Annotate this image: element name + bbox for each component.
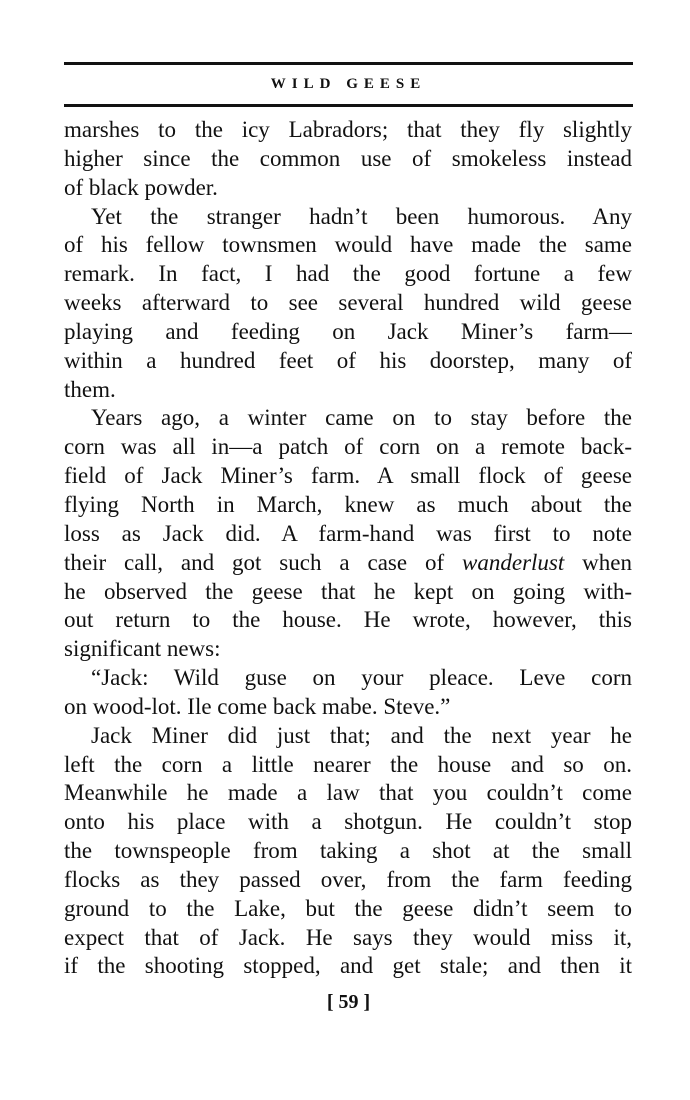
text-line: on wood-lot. Ile come back mabe. Steve.” — [64, 693, 451, 719]
text-line: weeks afterward to see several hundred wild geese — [64, 290, 632, 316]
text-line: left the corn a little nearer the house and so on. — [64, 751, 632, 777]
text-segment: when — [564, 549, 632, 575]
text-line: of black powder. — [64, 174, 218, 200]
header-rule-bottom — [64, 104, 633, 107]
text-line: field of Jack Miner’s farm. A small flock of geese — [64, 463, 632, 489]
text-line: Years ago, a winter came on to stay before the — [91, 405, 632, 431]
body-text — [64, 116, 632, 981]
text-line: Jack Miner did just that; and the next year he — [91, 722, 632, 748]
text-line: within a hundred feet of his doorstep, many of — [64, 347, 632, 373]
text-line: loss as Jack did. A farm-hand was first to note — [64, 520, 632, 546]
header-rule-top — [64, 62, 633, 65]
text-line: out return to the house. He wrote, however, this — [64, 607, 632, 633]
text-line: of his fellow townsmen would have made the same — [64, 232, 632, 258]
text-line: higher since the common use of smokeless instead — [64, 145, 632, 171]
italic-word: wanderlust — [462, 549, 565, 575]
text-line: marshes to the icy Labradors; that they fly slightly — [64, 117, 632, 142]
text-line: expect that of Jack. He says they would miss it, — [64, 924, 632, 950]
page-number: [ 59 ] — [326, 991, 371, 1013]
text-line: if the shooting stopped, and get stale; and then it — [64, 953, 632, 979]
text-line: ground to the Lake, but the geese didn’t seem to — [64, 895, 632, 921]
text-line: “Jack: Wild guse on your pleace. Leve corn — [91, 665, 632, 691]
text-line: significant news: — [64, 636, 221, 662]
text-line: the townspeople from taking a shot at the small — [64, 838, 632, 864]
text-line: flying North in March, knew as much about the — [64, 491, 632, 517]
text-line: remark. In fact, I had the good fortune a few — [64, 261, 632, 287]
text-line: he observed the geese that he kept on going with- — [64, 578, 632, 604]
text-line: Meanwhile he made a law that you couldn’t come — [64, 780, 632, 806]
text-line: corn was all in—a patch of corn on a remote back- — [64, 434, 632, 460]
text-line: onto his place with a shotgun. He couldn’t stop — [64, 809, 632, 835]
text-line: playing and feeding on Jack Miner’s farm— — [64, 318, 632, 344]
text-line: them. — [64, 376, 116, 402]
running-head: WILD GEESE — [270, 76, 427, 92]
text-line: Yet the stranger hadn’t been humorous. Any — [91, 203, 632, 229]
text-line — [64, 549, 632, 578]
text-line: flocks as they passed over, from the farm feeding — [64, 866, 632, 892]
text-segment: their call, and got such a case of — [64, 549, 463, 575]
